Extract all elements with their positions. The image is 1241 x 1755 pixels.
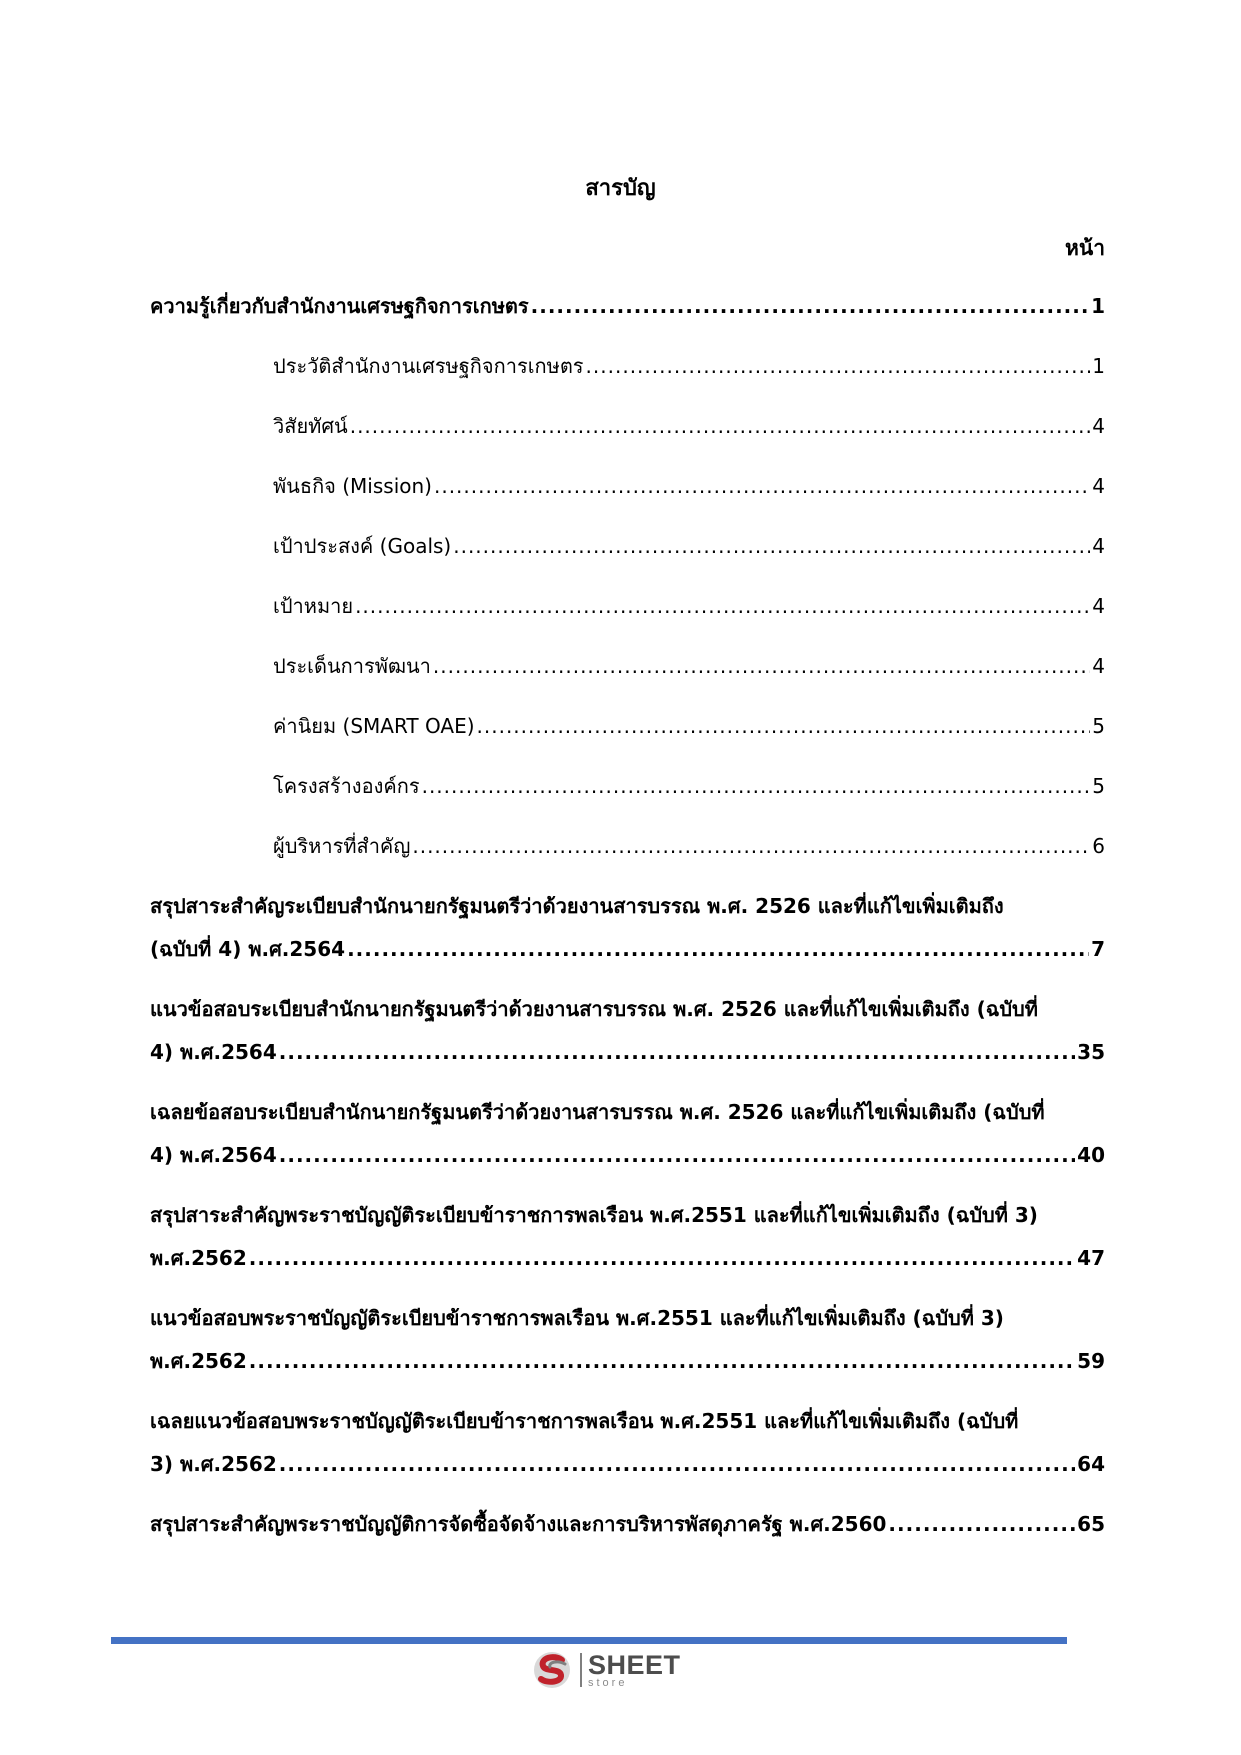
toc-entry-text: เป้าประสงค์ (Goals) (273, 534, 452, 558)
toc-entry-page: 5 (1092, 714, 1105, 738)
toc-entry-text: พ.ศ.2562 (150, 1246, 247, 1270)
toc-entry-main[interactable] (150, 1345, 1105, 1377)
dot-leader (279, 1143, 1075, 1167)
toc-entry-sub[interactable] (150, 350, 1105, 382)
toc-entry-text: สรุปสาระสำคัญพระราชบัญญัติการจัดซื้อจัดจ้างและการบริหารพัสดุภาครัฐ พ.ศ.2560 (150, 1512, 887, 1536)
toc-entry-line1[interactable]: สรุปสาระสำคัญพระราชบัญญัติระเบียบข้าราชการพลเรือน พ.ศ.2551 และที่แก้ไขเพิ่มเติมถึง (ฉบับที่ 3) (150, 1203, 1038, 1227)
toc-entry-page: 4 (1092, 474, 1105, 498)
dot-leader (434, 474, 1090, 498)
dot-leader (347, 937, 1089, 961)
toc-entry-text: วิสัยทัศน์ (273, 414, 348, 438)
toc-entry-sub[interactable] (150, 650, 1105, 682)
toc-entry-sub[interactable] (150, 530, 1105, 562)
toc-entry-main[interactable] (150, 933, 1105, 965)
toc-entry-page: 7 (1091, 937, 1105, 961)
toc-entry-page: 4 (1092, 534, 1105, 558)
sheet-store-logo-icon (532, 1650, 574, 1690)
toc-entry-line1[interactable]: เฉลยแนวข้อสอบพระราชบัญญัติระเบียบข้าราชการพลเรือน พ.ศ.2551 และที่แก้ไขเพิ่มเติมถึง (ฉบับที่ (150, 1409, 1019, 1433)
toc-entry-text: ประวัติสำนักงานเศรษฐกิจการเกษตร (273, 354, 584, 378)
toc-entry-line1[interactable]: แนวข้อสอบพระราชบัญญัติระเบียบข้าราชการพลเรือน พ.ศ.2551 และที่แก้ไขเพิ่มเติมถึง (ฉบับที่ 3) (150, 1306, 1004, 1330)
toc-entry-page: 6 (1092, 834, 1105, 858)
logo-wordmark (588, 1649, 681, 1689)
toc-entry-page: 35 (1077, 1040, 1105, 1064)
toc-entry-text: ประเด็นการพัฒนา (273, 654, 431, 678)
toc-entry-text: ความรู้เกี่ยวกับสำนักงานเศรษฐกิจการเกษตร (150, 294, 529, 318)
toc-entry-sub[interactable] (150, 770, 1105, 802)
toc-entry-sub[interactable] (150, 830, 1105, 862)
toc-entry-main[interactable] (150, 1448, 1105, 1480)
dot-leader (433, 654, 1090, 678)
dot-leader (279, 1452, 1075, 1476)
dot-leader (888, 1512, 1075, 1536)
toc-entry-page: 64 (1077, 1452, 1105, 1476)
toc-entry-sub[interactable] (150, 410, 1105, 442)
toc-entry-main[interactable] (150, 290, 1105, 322)
toc-entry-text: โครงสร้างองค์กร (273, 774, 420, 798)
dot-leader (477, 714, 1091, 738)
toc-entry-page: 59 (1077, 1349, 1105, 1373)
toc-entry-main[interactable] (150, 1508, 1105, 1540)
toc-entry-text: ค่านิยม (SMART OAE) (273, 714, 475, 738)
logo-brand-sub: store (588, 1676, 628, 1689)
toc-entry-sub[interactable] (150, 470, 1105, 502)
dot-leader (249, 1246, 1075, 1270)
toc-entry-text: เป้าหมาย (273, 594, 354, 618)
toc-entry-page: 4 (1092, 654, 1105, 678)
toc-entry-text: 3) พ.ศ.2562 (150, 1452, 277, 1476)
logo-brand: SHEET (588, 1649, 681, 1680)
toc-entry-page: 40 (1077, 1143, 1105, 1167)
dot-leader (249, 1349, 1075, 1373)
toc-entry-text: (ฉบับที่ 4) พ.ศ.2564 (150, 937, 346, 961)
toc-entry-sub[interactable] (150, 710, 1105, 742)
dot-leader (279, 1040, 1075, 1064)
toc-entry-page: 65 (1077, 1512, 1105, 1536)
page-column-label: หน้า (1065, 236, 1105, 260)
toc-entry-sub[interactable] (150, 590, 1105, 622)
toc-entry-line1[interactable]: สรุปสาระสำคัญระเบียบสำนักนายกรัฐมนตรีว่าด้วยงานสารบรรณ พ.ศ. 2526 และที่แก้ไขเพิ่มเติมถึง (150, 894, 1004, 918)
toc-entry-line1[interactable]: เฉลยข้อสอบระเบียบสำนักนายกรัฐมนตรีว่าด้วยงานสารบรรณ พ.ศ. 2526 และที่แก้ไขเพิ่มเติมถึง (ฉบับที่ (150, 1100, 1045, 1124)
footer-divider (111, 1637, 1067, 1644)
dot-leader (531, 294, 1089, 318)
toc-entry-page: 47 (1077, 1246, 1105, 1270)
toc-entry-text: 4) พ.ศ.2564 (150, 1143, 277, 1167)
toc-entry-page: 1 (1091, 294, 1105, 318)
sheet-store-logo (532, 1650, 681, 1690)
toc-entry-main[interactable] (150, 1139, 1105, 1171)
dot-leader (422, 774, 1091, 798)
toc-entry-text: 4) พ.ศ.2564 (150, 1040, 277, 1064)
toc-entry-main[interactable] (150, 1036, 1105, 1068)
toc-entry-page: 1 (1092, 354, 1105, 378)
logo-separator (580, 1653, 582, 1687)
dot-leader (412, 834, 1090, 858)
toc-entry-line1[interactable]: แนวข้อสอบระเบียบสำนักนายกรัฐมนตรีว่าด้วยงานสารบรรณ พ.ศ. 2526 และที่แก้ไขเพิ่มเติมถึง (ฉบับที่ (150, 997, 1038, 1021)
toc-entry-page: 4 (1092, 414, 1105, 438)
toc-entry-text: พันธกิจ (Mission) (273, 474, 432, 498)
toc-entry-text: ผู้บริหารที่สำคัญ (273, 834, 411, 858)
toc-entry-page: 4 (1092, 594, 1105, 618)
toc-entry-page: 5 (1092, 774, 1105, 798)
dot-leader (355, 594, 1090, 618)
dot-leader (586, 354, 1091, 378)
dot-leader (350, 414, 1091, 438)
dot-leader (453, 534, 1090, 558)
page-title: สารบัญ (585, 176, 656, 201)
toc-entry-main[interactable] (150, 1242, 1105, 1274)
toc-entry-text: พ.ศ.2562 (150, 1349, 247, 1373)
